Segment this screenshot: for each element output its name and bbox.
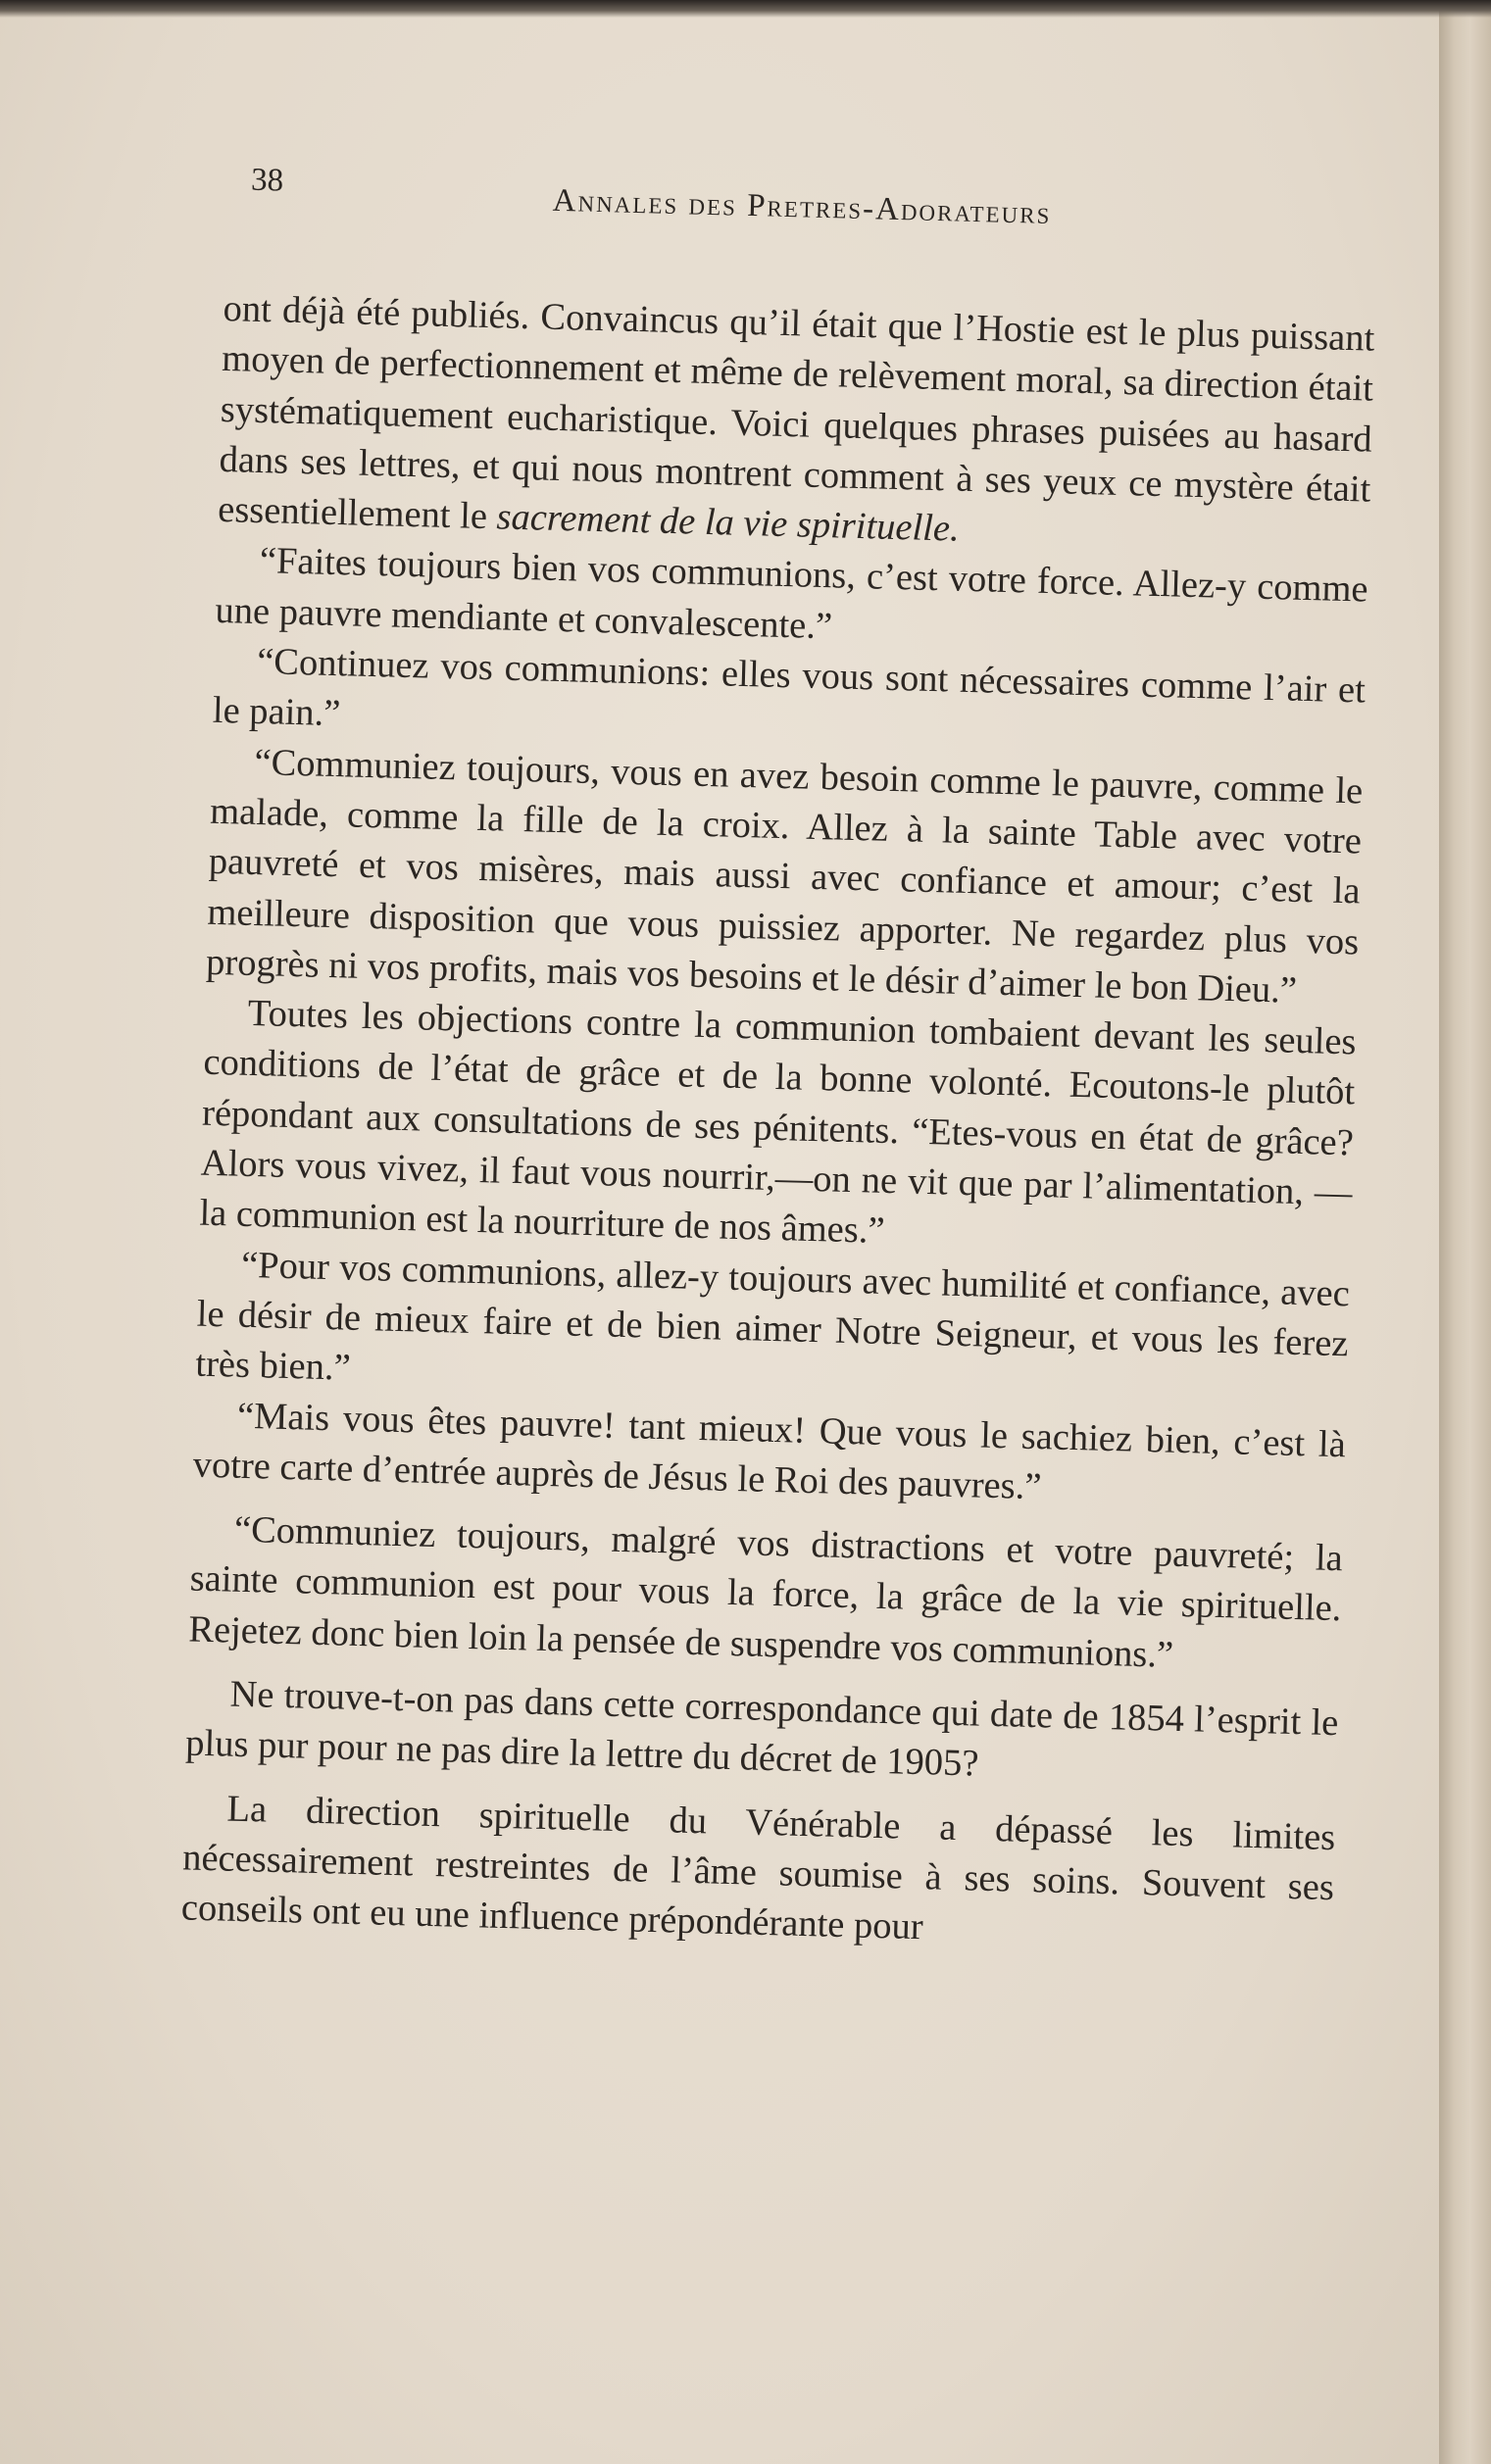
paragraph: “Communiez toujours, malgré vos distractions et votre pauvreté; la sainte communion est pour vous la force, la grâce de la vie spirituelle. Rejetez donc bien loin la pensée de suspendre vos communions.” (187, 1508, 1344, 1676)
paragraph: “Pour vos communions, allez-y toujours avec humilité et confiance, avec le désir de mieux faire et de bien aimer Notre Seigneur, et vous les ferez très bien.” (194, 1244, 1351, 1389)
paragraph (218, 284, 1375, 566)
paragraph: Ne trouve-t-on pas dans cette correspondance qui date de 1854 l’esprit le plus pur pour ne pas dire la lettre du décret de 1905? (184, 1673, 1339, 1785)
paragraph: Toutes les objections contre la communion tombaient devant les seules conditions de l’état de grâce et de la bonne volonté. Ecoutons-le plutôt répondant aux consultations de ses pénitents. “Etes-vous en état de grâce? Alors vous vivez, il faut vous nourrir,—on ne vit que par l’alimentation, —la communion est la nourriture de nos âmes.” (198, 993, 1358, 1253)
paragraph: “Mais vous êtes pauvre! tant mieux! Que vous le sachiez bien, c’est là votre carte d’entrée auprès de Jésus le Roi des pauvres.” (192, 1395, 1347, 1508)
paragraph: “Continuez vos communions: elles vous sont nécessaires comme l’air et le pain.” (212, 641, 1367, 735)
page-number: 38 (250, 162, 284, 199)
italic-phrase: sacrement de la vie spirituelle. (496, 496, 961, 550)
body-text (180, 284, 1375, 1964)
paragraph: “Communiez toujours, vous en avez besoin comme le pauvre, comme le malade, comme la fille de la croix. Allez à la sainte Table avec votre pauvreté et vos misères, mais aussi avec confiance et amour; c’est la meilleure disposition que vous puissiez apporter. Ne regardez plus vos progrès ni vos profits, mais vos besoins et le désir d’aimer le bon Dieu.” (205, 741, 1364, 1011)
paragraph: La direction spirituelle du Vénérable a dépassé les limites nécessairement restreintes de l’âme soumise à ses soins. Souvent ses conseils ont eu une influence prépondérante pour (180, 1788, 1336, 1948)
running-head: Annales des Pretres-Adorateurs (552, 182, 1052, 232)
paragraph: “Faites toujours bien vos communions, c’est votre force. Allez-y comme une pauvre mendiante et convalescente.” (215, 540, 1369, 648)
page-top-edge (0, 0, 1491, 18)
paragraph-text: ont déjà été publiés. Convaincus qu’il était que l’Hostie est le plus puissant moyen de perfectionnement et même de relèvement moral, sa direction était systématiquement eucharistique. Voici quelques phrases puisées au hasard dans ses lettres, et qui nous montrent comment à ses yeux ce mystère était essentiellement le (217, 287, 1375, 538)
page-content (180, 147, 1378, 1964)
book-gutter (1439, 0, 1491, 2464)
